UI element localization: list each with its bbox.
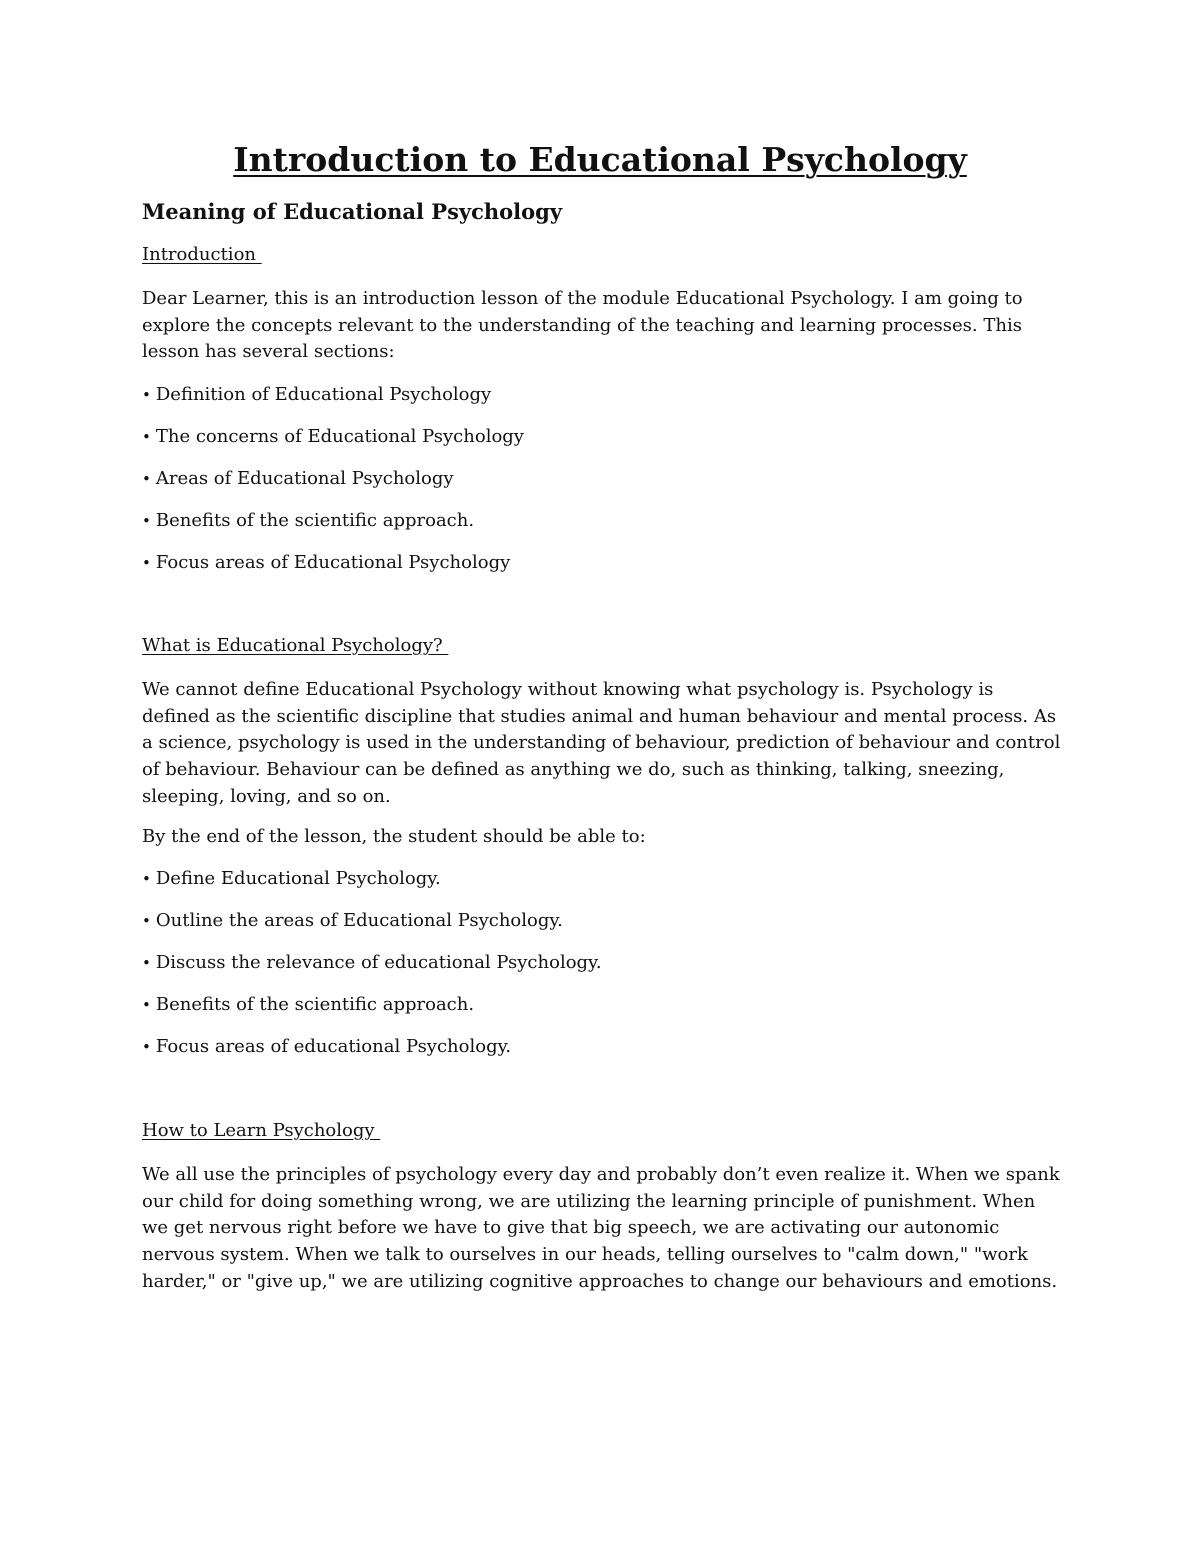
intro-paragraph: Dear Learner, this is an introduction lesson of the module Educational Psychology. I am going to explore the concepts relevant to the understanding of the teaching and learning processes. This lesson has several sections:	[142, 288, 1023, 363]
objectives-intro: By the end of the lesson, the student should be able to:	[142, 826, 646, 847]
definition-paragraph: We cannot define Educational Psychology without knowing what psychology is. Psychology is defined as the scientific discipline that studies animal and human behaviour and mental process. As a science, psychology is used in the understanding of behaviour, prediction of behaviour and control of behaviour. Behaviour can be defined as anything we do, such as thinking, talking, sneezing, sleeping, loving, and so on.	[142, 679, 1061, 807]
how-to-learn-paragraph: We all use the principles of psychology every day and probably don’t even realize it. When we spank our child for doing something wrong, we are utilizing the learning principle of punishment. When we get nervous right before we have to give that big speech, we are activating our autonomic nervous system. When we talk to ourselves in our heads, telling ourselves to "calm down," "work harder," or "give up," we are utilizing cognitive approaches to change our behaviours and emotions.	[142, 1164, 1060, 1292]
list-item: • Definition of Educational Psychology	[142, 384, 492, 405]
bullet-icon: •	[142, 512, 151, 530]
objectives-bullet-list	[142, 866, 602, 1076]
bullet-icon: •	[142, 386, 151, 404]
list-item: • Benefits of the scientific approach.	[142, 994, 475, 1015]
bullet-icon: •	[142, 554, 151, 572]
list-item: • Benefits of the scientific approach.	[142, 510, 475, 531]
bullet-icon: •	[142, 912, 151, 930]
section-label-introduction: Introduction	[142, 244, 262, 265]
list-item: • Define Educational Psychology.	[142, 868, 441, 889]
list-item: • Outline the areas of Educational Psychology.	[142, 910, 563, 931]
section-heading: Meaning of Educational Psychology	[142, 199, 563, 224]
bullet-icon: •	[142, 470, 151, 488]
section-label-how-to-learn: How to Learn Psychology	[142, 1120, 381, 1141]
list-item: • Focus areas of educational Psychology.	[142, 1036, 512, 1057]
section-label-what-is: What is Educational Psychology?	[142, 635, 449, 656]
bullet-icon: •	[142, 870, 151, 888]
bullet-icon: •	[142, 1038, 151, 1056]
list-item: • Areas of Educational Psychology	[142, 468, 454, 489]
list-item: • Focus areas of Educational Psychology	[142, 552, 511, 573]
list-item: • Discuss the relevance of educational Psychology.	[142, 952, 602, 973]
bullet-icon: •	[142, 428, 151, 446]
bullet-icon: •	[142, 954, 151, 972]
list-item: • The concerns of Educational Psychology	[142, 426, 524, 447]
intro-bullet-list	[142, 382, 524, 592]
bullet-icon: •	[142, 996, 151, 1014]
document-title: Introduction to Educational Psychology	[233, 140, 967, 179]
